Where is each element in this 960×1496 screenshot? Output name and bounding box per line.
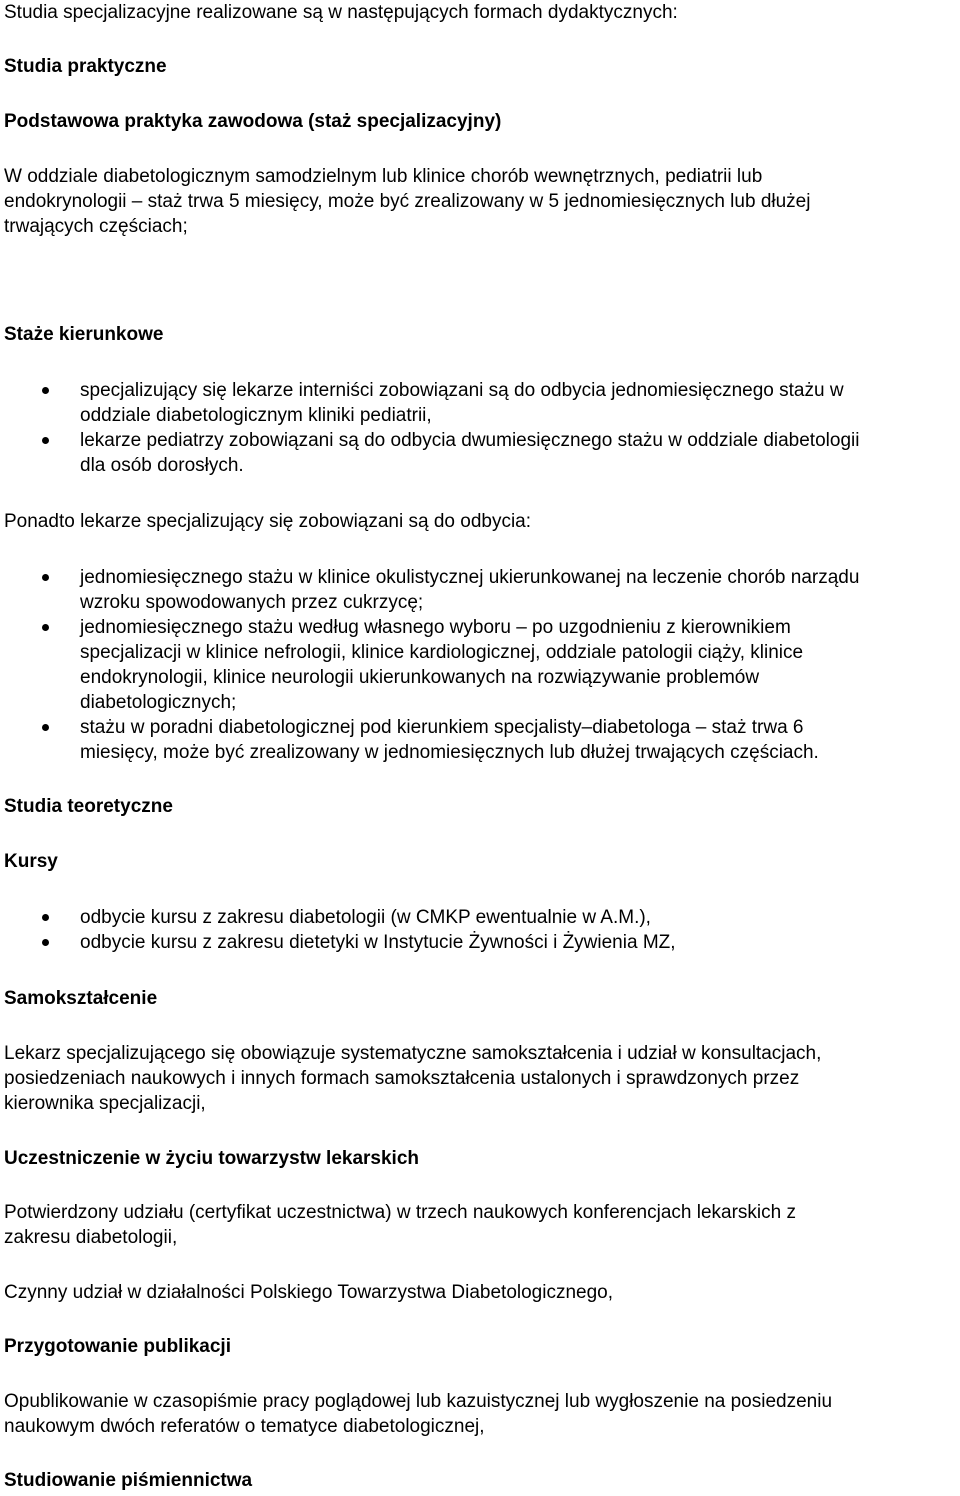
podstawowa-line: W oddziale diabetologicznym samodzielnym lub klinice chorób wewnętrznych, pediatrii lub [4,166,763,187]
heading-studia-praktyczne: Studia praktyczne [4,56,167,77]
heading-przygotowanie-publikacji: Przygotowanie publikacji [4,1336,231,1357]
list-item-line: jednomiesięcznego stażu w klinice okulistycznej ukierunkowanej na leczenie chorób narządu [80,567,860,588]
list-item-line: odbycie kursu z zakresu diabetologii (w CMKP ewentualnie w A.M.), [80,907,651,928]
list-item-line: dla osób dorosłych. [80,455,244,476]
intro-text: Studia specjalizacyjne realizowane są w następujących formach dydaktycznych: [4,2,678,23]
list-item-line: jednomiesięcznego stażu według własnego wyboru – po uzgodnieniu z kierownikiem [80,617,791,638]
ponadto-text: Ponadto lekarze specjalizujący się zobowiązani są do odbycia: [4,511,532,532]
list-item-line: diabetologicznych; [80,692,237,713]
list-item-line: wzroku spowodowanych przez cukrzycę; [80,592,424,613]
samoksztalcenie-line: posiedzeniach naukowych i innych formach samokształcenia ustalonych i sprawdzonych przez [4,1068,800,1089]
bullet-icon [42,437,49,444]
bullet-icon [42,574,49,581]
list-item-line: lekarze pediatrzy zobowiązani są do odbycia dwumiesięcznego stażu w oddziale diabetologii [80,430,860,451]
bullet-icon [42,624,49,631]
czynny-udzial-text: Czynny udział w działalności Polskiego Towarzystwa Diabetologicznego, [4,1282,614,1303]
heading-podstawowa-praktyka: Podstawowa praktyka zawodowa (staż specjalizacyjny) [4,111,502,132]
list-item-line: specjalizacji w klinice nefrologii, klinice kardiologicznej, oddziale patologii ciąży, klinice [80,642,804,663]
heading-samoksztalcenie: Samokształcenie [4,988,158,1009]
heading-staze-kierunkowe: Staże kierunkowe [4,324,164,345]
heading-uczestniczenie: Uczestniczenie w życiu towarzystw lekarskich [4,1148,420,1169]
bullet-icon [42,724,49,731]
bullet-icon [42,939,49,946]
publikacji-line: naukowym dwóch referatów o tematyce diabetologicznej, [4,1416,485,1437]
list-item-line: odbycie kursu z zakresu dietetyki w Instytucie Żywności i Żywienia MZ, [80,932,676,953]
samoksztalcenie-line: Lekarz specjalizującego się obowiązuje systematyczne samokształcenia i udział w konsultacjach, [4,1043,822,1064]
list-item-line: miesięcy, może być zrealizowany w jednomiesięcznych lub dłużej trwających częściach. [80,742,819,763]
bullet-icon [42,387,49,394]
heading-studia-teoretyczne: Studia teoretyczne [4,796,173,817]
heading-kursy: Kursy [4,851,58,872]
podstawowa-line: endokrynologii – staż trwa 5 miesięcy, może być zrealizowany w 5 jednomiesięcznych lub dłużej [4,191,811,212]
list-item-line: oddziale diabetologicznym kliniki pediatrii, [80,405,432,426]
list-item-line: endokrynologii, klinice neurologii ukierunkowanych na rozwiązywanie problemów [80,667,760,688]
list-item-line: stażu w poradni diabetologicznej pod kierunkiem specjalisty–diabetologa – staż trwa 6 [80,717,804,738]
samoksztalcenie-line: kierownika specjalizacji, [4,1093,206,1114]
publikacji-line: Opublikowanie w czasopiśmie pracy poglądowej lub kazuistycznej lub wygłoszenie na posiedzeniu [4,1391,833,1412]
uczestniczenie-line: Potwierdzony udziału (certyfikat uczestnictwa) w trzech naukowych konferencjach lekarskich z [4,1202,796,1223]
list-item-line: specjalizujący się lekarze interniści zobowiązani są do odbycia jednomiesięcznego stażu w [80,380,844,401]
uczestniczenie-line: zakresu diabetologii, [4,1227,178,1248]
bullet-icon [42,914,49,921]
podstawowa-line: trwających częściach; [4,216,188,237]
heading-studiowanie-pismiennictwa: Studiowanie piśmiennictwa [4,1470,253,1491]
